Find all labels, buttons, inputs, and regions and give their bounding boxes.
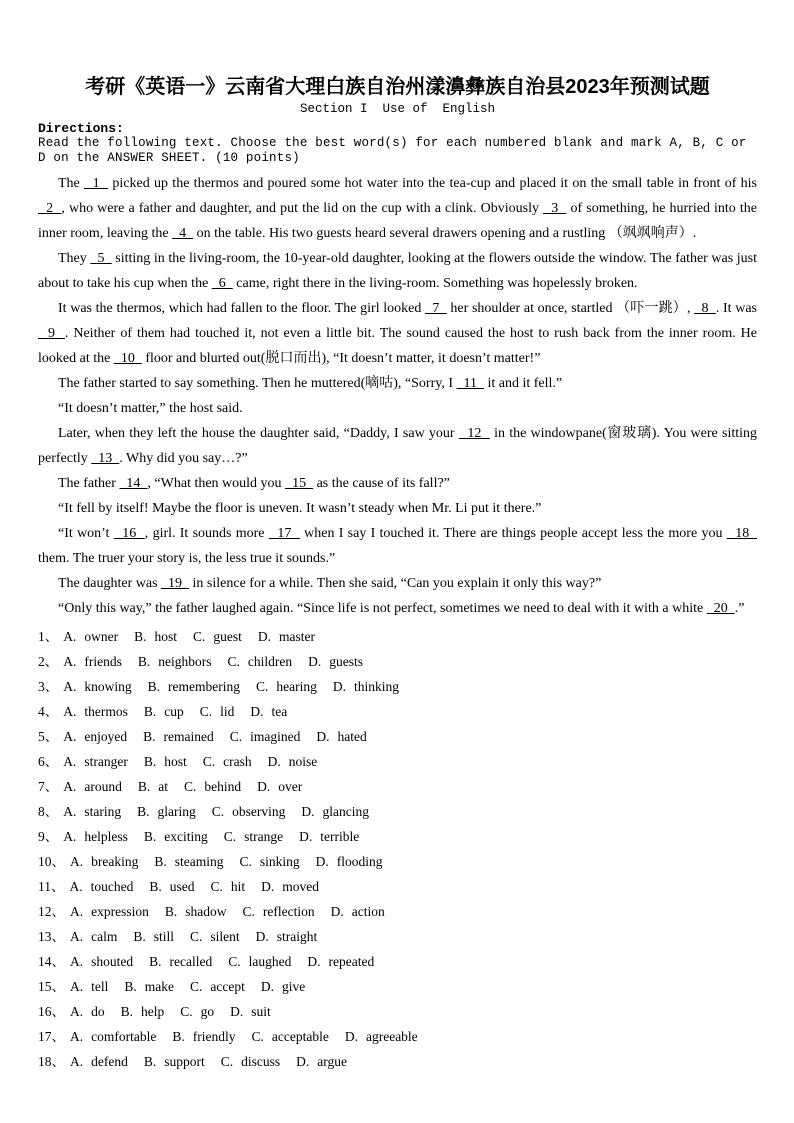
- option-text: give: [282, 979, 306, 994]
- option-text: enjoyed: [84, 729, 128, 744]
- option-text: remembering: [168, 679, 240, 694]
- option-a: [70, 1054, 128, 1069]
- option-text: shouted: [91, 954, 134, 969]
- option-d: [296, 1054, 347, 1069]
- question-row-2: [38, 649, 757, 674]
- question-row-7: [38, 774, 757, 799]
- option-d: [299, 829, 359, 844]
- option-d: [258, 629, 315, 644]
- option-b: [149, 879, 194, 894]
- option-text: go: [200, 1004, 215, 1019]
- option-letter: D.: [332, 679, 346, 694]
- question-number: 12、: [38, 904, 65, 919]
- question-row-16: [38, 999, 757, 1024]
- option-a: [63, 629, 118, 644]
- option-b: [148, 679, 240, 694]
- option-text: crash: [223, 754, 252, 769]
- blank-9: 9: [38, 326, 65, 341]
- option-letter: B.: [147, 679, 161, 694]
- option-d: [316, 729, 366, 744]
- option-d: [261, 979, 305, 994]
- option-a: [70, 879, 134, 894]
- option-letter: C.: [256, 679, 269, 694]
- option-d: [257, 779, 302, 794]
- option-letter: A.: [69, 879, 83, 894]
- option-a: [63, 829, 128, 844]
- option-letter: D.: [255, 929, 269, 944]
- question-row-14: [38, 949, 757, 974]
- blank-2: 2: [38, 201, 62, 216]
- option-b: [138, 779, 168, 794]
- passage-paragraph: “It won’t 16 , girl. It sounds more 17 when I say I touched it. There are things people accept less the more you 18 them. The truer your story is, the less true it sounds.”: [38, 526, 758, 566]
- option-c: [203, 754, 252, 769]
- option-d: [230, 1004, 271, 1019]
- option-a: [70, 904, 149, 919]
- blank-5: 5: [90, 251, 112, 266]
- question-row-18: [38, 1049, 757, 1074]
- option-text: glaring: [157, 804, 196, 819]
- option-a: [63, 704, 128, 719]
- question-number: 8、: [38, 804, 59, 819]
- option-text: argue: [317, 1054, 348, 1069]
- option-text: thinking: [354, 679, 400, 694]
- option-c: [256, 679, 317, 694]
- option-letter: D.: [344, 1029, 358, 1044]
- question-number: 7、: [38, 779, 59, 794]
- option-letter: D.: [296, 1054, 310, 1069]
- option-c: [243, 904, 315, 919]
- option-letter: D.: [261, 879, 275, 894]
- option-b: [137, 804, 196, 819]
- option-a: [63, 679, 131, 694]
- option-text: calm: [91, 929, 118, 944]
- option-text: accept: [210, 979, 245, 994]
- option-letter: B.: [143, 829, 157, 844]
- option-d: [268, 754, 318, 769]
- question-number: 1、: [38, 629, 59, 644]
- option-letter: C.: [202, 754, 216, 769]
- blank-19: 19: [161, 576, 190, 591]
- option-c: [190, 979, 245, 994]
- option-letter: A.: [63, 829, 77, 844]
- option-letter: A.: [63, 754, 77, 769]
- option-c: [221, 1054, 280, 1069]
- question-number: 10、: [38, 854, 65, 869]
- option-c: [252, 1029, 329, 1044]
- option-c: [190, 929, 240, 944]
- blank-7: 7: [425, 301, 447, 316]
- option-text: expression: [91, 904, 149, 919]
- option-letter: A.: [70, 1029, 84, 1044]
- option-letter: B.: [124, 979, 137, 994]
- blank-18: 18: [726, 526, 758, 541]
- passage-paragraph: They 5 sitting in the living-room, the 10-year-old daughter, looking at the flowers outside the window. The father was just about to take his cup when the 6 came, right there in the living-room. Something was hopelessly broken.: [38, 251, 758, 291]
- option-text: sinking: [259, 854, 300, 869]
- question-row-5: [38, 724, 757, 749]
- option-letter: A.: [63, 729, 77, 744]
- option-letter: C.: [239, 854, 252, 869]
- option-d: [333, 679, 399, 694]
- directions-label: Directions:: [38, 121, 124, 136]
- question-number: 2、: [38, 654, 59, 669]
- option-letter: D.: [257, 629, 272, 644]
- option-letter: D.: [308, 654, 322, 669]
- option-text: comfortable: [91, 1029, 157, 1044]
- option-text: make: [144, 979, 175, 994]
- option-letter: C.: [210, 879, 223, 894]
- question-row-9: [38, 824, 757, 849]
- option-text: at: [158, 779, 169, 794]
- option-text: neighbors: [158, 654, 212, 669]
- directions-text: Read the following text. Choose the best word(s) for each numbered blank and mark A, B, C or D on the ANSWER SHEET. (10 points): [38, 136, 747, 165]
- passage-paragraph: It was the thermos, which had fallen to the floor. The girl looked 7 her shoulder at once, startled （吓一跳）, 8 . It was 9 . Neither of them had touched it, not even a little bit. The sound caused the host to rush back from the inner room. He looked at the 10 floor and blurted out(脱口而出), “It doesn’t matter, it doesn’t matter!”: [38, 301, 758, 366]
- option-text: laughed: [248, 954, 292, 969]
- question-row-10: [38, 849, 757, 874]
- option-a: [70, 954, 133, 969]
- option-letter: D.: [315, 854, 329, 869]
- option-text: terrible: [320, 829, 360, 844]
- option-text: children: [247, 654, 293, 669]
- option-letter: B.: [137, 804, 150, 819]
- option-c: [230, 729, 301, 744]
- question-number: 17、: [38, 1029, 65, 1044]
- option-text: still: [153, 929, 175, 944]
- option-a: [63, 804, 121, 819]
- option-letter: C.: [229, 729, 243, 744]
- option-c: [184, 779, 241, 794]
- option-text: staring: [84, 804, 122, 819]
- option-b: [133, 929, 174, 944]
- question-number: 6、: [38, 754, 59, 769]
- option-text: straight: [276, 929, 318, 944]
- option-letter: B.: [137, 779, 151, 794]
- option-text: flooding: [336, 854, 383, 869]
- option-letter: B.: [154, 854, 167, 869]
- option-letter: D.: [307, 954, 321, 969]
- option-d: [307, 954, 374, 969]
- passage-paragraph: “It doesn’t matter,” the host said.: [58, 401, 243, 416]
- option-b: [144, 704, 184, 719]
- question-row-13: [38, 924, 757, 949]
- option-text: friends: [84, 654, 122, 669]
- passage-paragraph: “Only this way,” the father laughed again. “Since life is not perfect, sometimes we need to deal with it with a white 20 .”: [58, 601, 745, 616]
- option-letter: A.: [70, 904, 84, 919]
- option-text: breaking: [91, 854, 139, 869]
- option-text: do: [91, 1004, 105, 1019]
- blank-12: 12: [458, 426, 490, 441]
- option-letter: D.: [230, 1004, 244, 1019]
- option-d: [256, 929, 318, 944]
- question-number: 14、: [38, 954, 65, 969]
- blank-15: 15: [285, 476, 314, 491]
- option-text: silent: [210, 929, 240, 944]
- blank-10: 10: [113, 351, 142, 366]
- passage: [38, 171, 757, 621]
- passage-paragraph: The father started to say something. Then he muttered(嘀咕), “Sorry, I 11 it and it fell.”: [58, 376, 563, 391]
- option-text: tea: [271, 704, 288, 719]
- option-text: repeated: [328, 954, 375, 969]
- option-c: [211, 879, 246, 894]
- option-letter: A.: [70, 1004, 84, 1019]
- question-number: 11、: [38, 879, 65, 894]
- option-d: [308, 654, 363, 669]
- option-text: owner: [84, 629, 119, 644]
- option-letter: A.: [70, 979, 84, 994]
- passage-paragraph: The father 14 , “What then would you 15 as the cause of its fall?”: [58, 476, 450, 491]
- option-text: hearing: [276, 679, 317, 694]
- option-text: around: [84, 779, 122, 794]
- option-b: [144, 829, 208, 844]
- option-text: support: [164, 1054, 205, 1069]
- option-b: [149, 954, 212, 969]
- section-heading: Section I Use of English: [299, 102, 496, 116]
- option-letter: B.: [149, 879, 162, 894]
- option-b: [154, 854, 223, 869]
- blank-3: 3: [543, 201, 567, 216]
- option-a: [70, 1029, 156, 1044]
- option-letter: D.: [299, 829, 313, 844]
- option-a: [63, 754, 128, 769]
- option-letter: C.: [220, 1054, 234, 1069]
- option-b: [138, 654, 212, 669]
- option-text: moved: [282, 879, 320, 894]
- question-row-6: [38, 749, 757, 774]
- question-number: 13、: [38, 929, 65, 944]
- option-text: knowing: [84, 679, 132, 694]
- option-c: [240, 854, 300, 869]
- option-letter: D.: [267, 754, 281, 769]
- option-c: [228, 654, 293, 669]
- question-row-17: [38, 1024, 757, 1049]
- option-text: reflection: [262, 904, 315, 919]
- option-text: touched: [90, 879, 134, 894]
- option-letter: B.: [149, 954, 162, 969]
- question-number: 18、: [38, 1054, 65, 1069]
- option-letter: A.: [70, 929, 84, 944]
- option-d: [316, 854, 383, 869]
- option-text: noise: [288, 754, 318, 769]
- option-text: guests: [329, 654, 364, 669]
- option-text: guest: [213, 629, 242, 644]
- question-row-11: [38, 874, 757, 899]
- option-letter: A.: [63, 779, 77, 794]
- passage-paragraph: The daughter was 19 in silence for a while. Then she said, “Can you explain it only this way?”: [58, 576, 602, 591]
- option-text: suit: [251, 1004, 271, 1019]
- blank-11: 11: [456, 376, 484, 391]
- option-letter: A.: [70, 854, 84, 869]
- option-letter: B.: [164, 904, 178, 919]
- option-letter: D.: [301, 804, 315, 819]
- option-text: discuss: [241, 1054, 281, 1069]
- option-letter: A.: [63, 704, 77, 719]
- question-row-15: [38, 974, 757, 999]
- option-text: friendly: [192, 1029, 236, 1044]
- option-letter: A.: [70, 954, 84, 969]
- blank-6: 6: [211, 276, 233, 291]
- question-number: 5、: [38, 729, 59, 744]
- question-number: 3、: [38, 679, 59, 694]
- option-text: defend: [91, 1054, 128, 1069]
- question-row-1: [38, 624, 757, 649]
- option-c: [224, 829, 283, 844]
- option-letter: A.: [63, 804, 77, 819]
- option-a: [63, 729, 127, 744]
- question-number: 9、: [38, 829, 59, 844]
- option-b: [165, 904, 227, 919]
- question-row-3: [38, 674, 757, 699]
- option-letter: B.: [143, 1054, 157, 1069]
- blank-8: 8: [694, 301, 716, 316]
- option-a: [70, 929, 117, 944]
- option-c: [193, 629, 242, 644]
- option-letter: C.: [227, 654, 240, 669]
- blank-17: 17: [268, 526, 300, 541]
- blank-1: 1: [84, 176, 109, 191]
- blank-14: 14: [119, 476, 148, 491]
- option-b: [172, 1029, 235, 1044]
- option-letter: B.: [143, 754, 157, 769]
- option-b: [143, 729, 214, 744]
- option-letter: D.: [260, 979, 274, 994]
- option-letter: B.: [143, 729, 156, 744]
- option-text: host: [164, 754, 187, 769]
- option-letter: A.: [63, 679, 77, 694]
- option-letter: C.: [180, 1004, 193, 1019]
- option-letter: C.: [193, 629, 206, 644]
- option-letter: D.: [257, 779, 271, 794]
- option-text: shadow: [185, 904, 227, 919]
- option-b: [144, 1054, 205, 1069]
- option-c: [200, 704, 235, 719]
- page-title: 考研《英语一》云南省大理白族自治州漾濞彝族自治县2023年预测试题: [85, 76, 710, 98]
- option-text: used: [169, 879, 195, 894]
- option-letter: C.: [190, 979, 203, 994]
- option-text: glancing: [322, 804, 370, 819]
- option-letter: D.: [250, 704, 264, 719]
- option-text: thermos: [84, 704, 128, 719]
- option-text: helpless: [84, 829, 128, 844]
- question-row-8: [38, 799, 757, 824]
- passage-paragraph: “It fell by itself! Maybe the floor is uneven. It wasn’t steady when Mr. Li put it there.”: [58, 501, 542, 516]
- option-text: master: [279, 629, 316, 644]
- options-list: [38, 624, 757, 1074]
- option-text: lid: [220, 704, 235, 719]
- blank-13: 13: [91, 451, 120, 466]
- option-d: [250, 704, 287, 719]
- option-letter: B.: [120, 1004, 134, 1019]
- option-letter: C.: [228, 954, 241, 969]
- option-letter: B.: [134, 629, 147, 644]
- option-a: [70, 979, 108, 994]
- option-letter: C.: [251, 1029, 264, 1044]
- option-text: hit: [230, 879, 246, 894]
- option-letter: B.: [137, 654, 151, 669]
- option-a: [63, 779, 122, 794]
- option-text: hated: [337, 729, 367, 744]
- option-b: [144, 754, 187, 769]
- option-text: tell: [91, 979, 109, 994]
- question-number: 15、: [38, 979, 65, 994]
- blank-16: 16: [113, 526, 145, 541]
- option-letter: B.: [143, 704, 157, 719]
- option-text: acceptable: [271, 1029, 329, 1044]
- passage-paragraph: Later, when they left the house the daughter said, “Daddy, I saw your 12 in the windowpane(窗玻璃). You were sitting perfectly 13 . Why did you say…?”: [38, 426, 758, 466]
- option-d: [345, 1029, 418, 1044]
- option-letter: D.: [316, 729, 330, 744]
- option-text: remained: [163, 729, 214, 744]
- option-text: observing: [232, 804, 286, 819]
- option-a: [63, 654, 122, 669]
- option-letter: D.: [330, 904, 344, 919]
- option-d: [301, 804, 369, 819]
- option-text: action: [351, 904, 385, 919]
- option-letter: A.: [63, 629, 77, 644]
- option-letter: C.: [211, 804, 225, 819]
- option-letter: B.: [133, 929, 146, 944]
- option-letter: C.: [199, 704, 213, 719]
- option-text: steaming: [174, 854, 224, 869]
- option-text: help: [141, 1004, 165, 1019]
- question-number: 16、: [38, 1004, 65, 1019]
- option-c: [180, 1004, 214, 1019]
- option-letter: C.: [242, 904, 255, 919]
- option-text: over: [278, 779, 303, 794]
- option-letter: A.: [63, 654, 77, 669]
- blank-20: 20: [706, 601, 735, 616]
- passage-paragraph: The 1 picked up the thermos and poured some hot water into the tea-cup and placed it on the small table in front of his 2 , who were a father and daughter, and put the lid on the cup with a clink. Obviously 3 of something, he hurried into the inner room, leaving the 4 on the table. His two guests heard several drawers opening and a rustling （飒飒响声）.: [38, 176, 758, 241]
- option-letter: C.: [190, 929, 203, 944]
- option-text: recalled: [169, 954, 213, 969]
- option-letter: B.: [172, 1029, 185, 1044]
- option-text: stranger: [84, 754, 128, 769]
- option-letter: C.: [223, 829, 237, 844]
- option-text: strange: [244, 829, 284, 844]
- option-b: [124, 979, 174, 994]
- question-number: 4、: [38, 704, 59, 719]
- option-text: host: [154, 629, 178, 644]
- option-b: [121, 1004, 165, 1019]
- option-a: [70, 854, 138, 869]
- option-a: [70, 1004, 105, 1019]
- option-d: [261, 879, 319, 894]
- option-text: cup: [164, 704, 184, 719]
- option-letter: A.: [70, 1054, 84, 1069]
- question-row-4: [38, 699, 757, 724]
- option-b: [134, 629, 177, 644]
- question-row-12: [38, 899, 757, 924]
- option-text: imagined: [250, 729, 301, 744]
- option-c: [212, 804, 286, 819]
- option-c: [228, 954, 291, 969]
- option-text: exciting: [164, 829, 208, 844]
- option-text: behind: [204, 779, 242, 794]
- option-text: agreeable: [365, 1029, 418, 1044]
- option-d: [331, 904, 385, 919]
- option-letter: C.: [184, 779, 197, 794]
- blank-4: 4: [172, 226, 194, 241]
